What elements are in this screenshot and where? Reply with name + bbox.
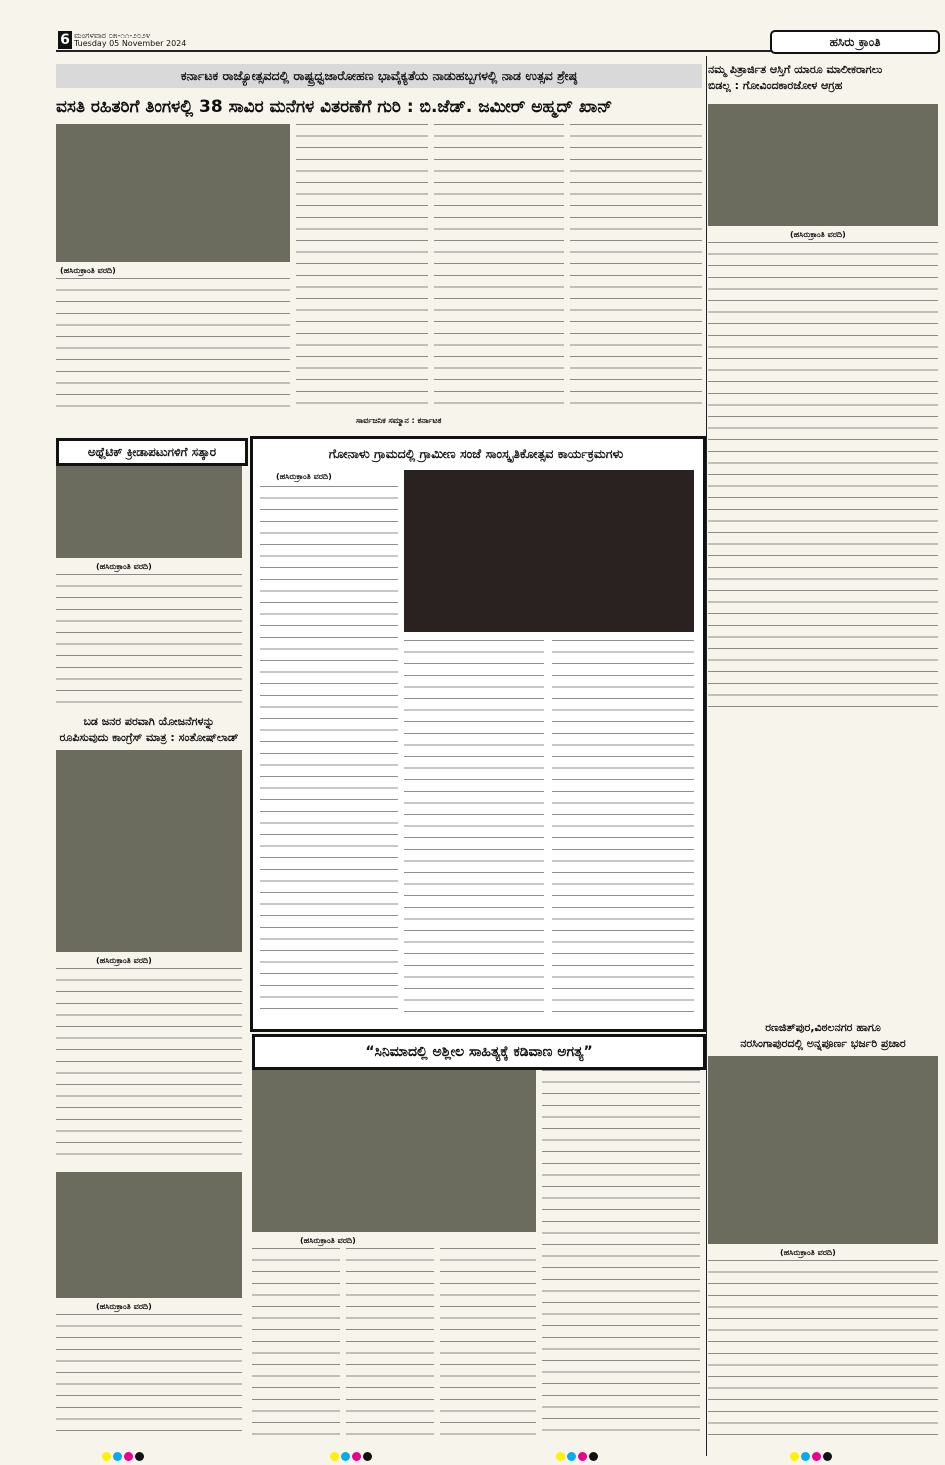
poor-headline [56, 714, 242, 746]
cinema-box [252, 1034, 706, 1070]
lead-text-col1 [56, 278, 290, 410]
bottom-left-caption: (ಹಸಿರುಕ್ರಾಂತಿ ವರದಿ) [96, 1302, 152, 1311]
cinema-text-col2 [346, 1248, 434, 1438]
cyan-dot [801, 1452, 810, 1461]
cinema-text-col4 [542, 1070, 700, 1438]
poor-text [56, 968, 242, 1164]
bottom-left-text [56, 1314, 242, 1438]
lead-tail: ಸಾರ್ವಜನಿಕ ಸಮ್ಮಾನ : ಕರ್ನಾಟಕ [356, 416, 442, 425]
lead-caption: (ಹಸಿರುಕ್ರಾಂತಿ ವರದಿ) [60, 266, 116, 275]
ranajit-text [708, 1260, 938, 1438]
poor-headline-line1: ಬಡ ಜನರ ಪರವಾಗಿ ಯೋಜನೆಗಳನ್ನು [83, 715, 215, 728]
lead-text-col2 [296, 124, 428, 414]
gonal-text-col1 [260, 486, 398, 1016]
poor-headline-line2: ರೂಪಿಸುವುದು ಕಾಂಗ್ರೆಸ್ ಮಾತ್ರ : ಸಂತೋಷ್‌ಲಾಡ್ [59, 731, 239, 744]
athletes-headline: ಅಥ್ಲೆಟಿಕ್ ಕ್ರೀಡಾಪಟುಗಳಿಗೆ ಸತ್ಕಾರ [87, 445, 217, 459]
gonal-text-col2 [404, 640, 544, 1016]
registration-marks-mid1 [330, 1446, 374, 1465]
yellow-dot [102, 1452, 111, 1461]
cinema-text-col1 [252, 1248, 340, 1438]
magenta-dot [812, 1452, 821, 1461]
magenta-dot [578, 1452, 587, 1461]
athletes-box [56, 438, 248, 466]
gonal-headline: ಗೋನಾಳು ಗ್ರಾಮದಲ್ಲಿ ಗ್ರಾಮೀಣ ಸಂಜೆ ಸಾಂಸ್ಕೃತಿಕೋತ್ಸವ ಕಾರ್ಯಕ್ರಮಗಳು [328, 446, 624, 461]
right-headline-line2: ಬಿಡಲ್ಲ : ಗೋವಿಂದಕಾರಜೋಳ ಆಗ್ರಹ [708, 79, 843, 92]
poor-caption: (ಹಸಿರುಕ್ರಾಂತಿ ವರದಿ) [96, 956, 152, 965]
cinema-caption: (ಹಸಿರುಕ್ರಾಂತಿ ವರದಿ) [300, 1236, 356, 1245]
yellow-dot [330, 1452, 339, 1461]
cyan-dot [113, 1452, 122, 1461]
lead-headline: ವಸತಿ ರಹಿತರಿಗೆ ತಿಂಗಳಲ್ಲಿ 38 ಸಾವಿರ ಮನೆಗಳ ವಿತರಣೆಗೆ ಗುರಿ : ಬಿ.ಜೆಡ್. ಜಮೀರ್ ಅಹ್ಮದ್ ಖಾನ್ [56, 97, 613, 117]
registration-marks-mid2 [556, 1446, 600, 1465]
athletes-photo [56, 466, 242, 558]
column-divider [706, 56, 707, 1456]
right-caption: (ಹಸಿರುಕ್ರಾಂತಿ ವರದಿ) [790, 230, 846, 239]
lead-text-col3 [434, 124, 564, 414]
lead-banner: ಕರ್ನಾಟಕ ರಾಜ್ಯೋತ್ಸವದಲ್ಲಿ ರಾಷ್ಟ್ರಧ್ವಜಾರೋಹಣ ಭಾವೈಕ್ಯತೆಯ ನಾಡುಹಬ್ಬಗಳಲ್ಲಿ ನಾಡ ಉತ್ಸವ ಶ್ರೇಷ್ಠ [56, 64, 702, 88]
cyan-dot [567, 1452, 576, 1461]
black-dot [823, 1452, 832, 1461]
right-headline-line1: ನಮ್ಮ ಪಿತ್ರಾರ್ಜಿತ ಆಸ್ತಿಗೆ ಯಾರೂ ಮಾಲೀಕರಾಗಲು [708, 63, 883, 76]
cyan-dot [341, 1452, 350, 1461]
right-text [708, 242, 938, 714]
lead-text-col4 [570, 124, 702, 414]
cinema-headline: “ಸಿನಿಮಾದಲ್ಲಿ ಅಶ್ಲೀಲ ಸಾಹಿತ್ಯಕ್ಕೆ ಕಡಿವಾಣ ಅಗತ್ಯ” [365, 1044, 593, 1060]
ranajit-headline-line1: ರಣಜಿತ್‌ಪುರ,ವಿಠಲನಗರ ಹಾಗೂ [765, 1021, 881, 1034]
magenta-dot [124, 1452, 133, 1461]
lead-photo [56, 124, 290, 262]
gonal-caption: (ಹಸಿರುಕ್ರಾಂತಿ ವರದಿ) [276, 472, 332, 481]
cinema-text-col3 [440, 1248, 536, 1438]
dateline [74, 32, 186, 48]
magenta-dot [352, 1452, 361, 1461]
bottom-left-photo [56, 1172, 242, 1298]
date-english: Tuesday 05 November 2024 [74, 39, 187, 48]
cinema-photo [252, 1070, 536, 1232]
yellow-dot [790, 1452, 799, 1461]
gonal-text-col3 [552, 640, 694, 1016]
black-dot [589, 1452, 598, 1461]
gonal-photo [404, 470, 694, 632]
ranajit-headline-line2: ನರಸಿಂಗಾಪುರದಲ್ಲಿ ಅನ್ನಪೂರ್ಣ ಭರ್ಜರಿ ಪ್ರಚಾರ [740, 1037, 906, 1050]
ranajit-photo [708, 1056, 938, 1244]
ranajit-caption: (ಹಸಿರುಕ್ರಾಂತಿ ವರದಿ) [780, 1248, 836, 1257]
athletes-text [56, 574, 242, 708]
page-number: 6 [58, 31, 72, 49]
registration-marks-left [102, 1446, 146, 1465]
ranajit-headline [708, 1020, 938, 1052]
registration-marks-right [790, 1446, 834, 1465]
poor-photo [56, 750, 242, 952]
right-photo [708, 104, 938, 226]
yellow-dot [556, 1452, 565, 1461]
black-dot [363, 1452, 372, 1461]
black-dot [135, 1452, 144, 1461]
right-headline [708, 62, 938, 94]
date-kannada: ಮಂಗಳವಾರ ೦೫-೧೧-೨೦೨೪ [74, 31, 151, 40]
section-title: ಹಸಿರು ಕ್ರಾಂತಿ [770, 30, 940, 54]
athletes-caption: (ಹಸಿರುಕ್ರಾಂತಿ ವರದಿ) [96, 562, 152, 571]
